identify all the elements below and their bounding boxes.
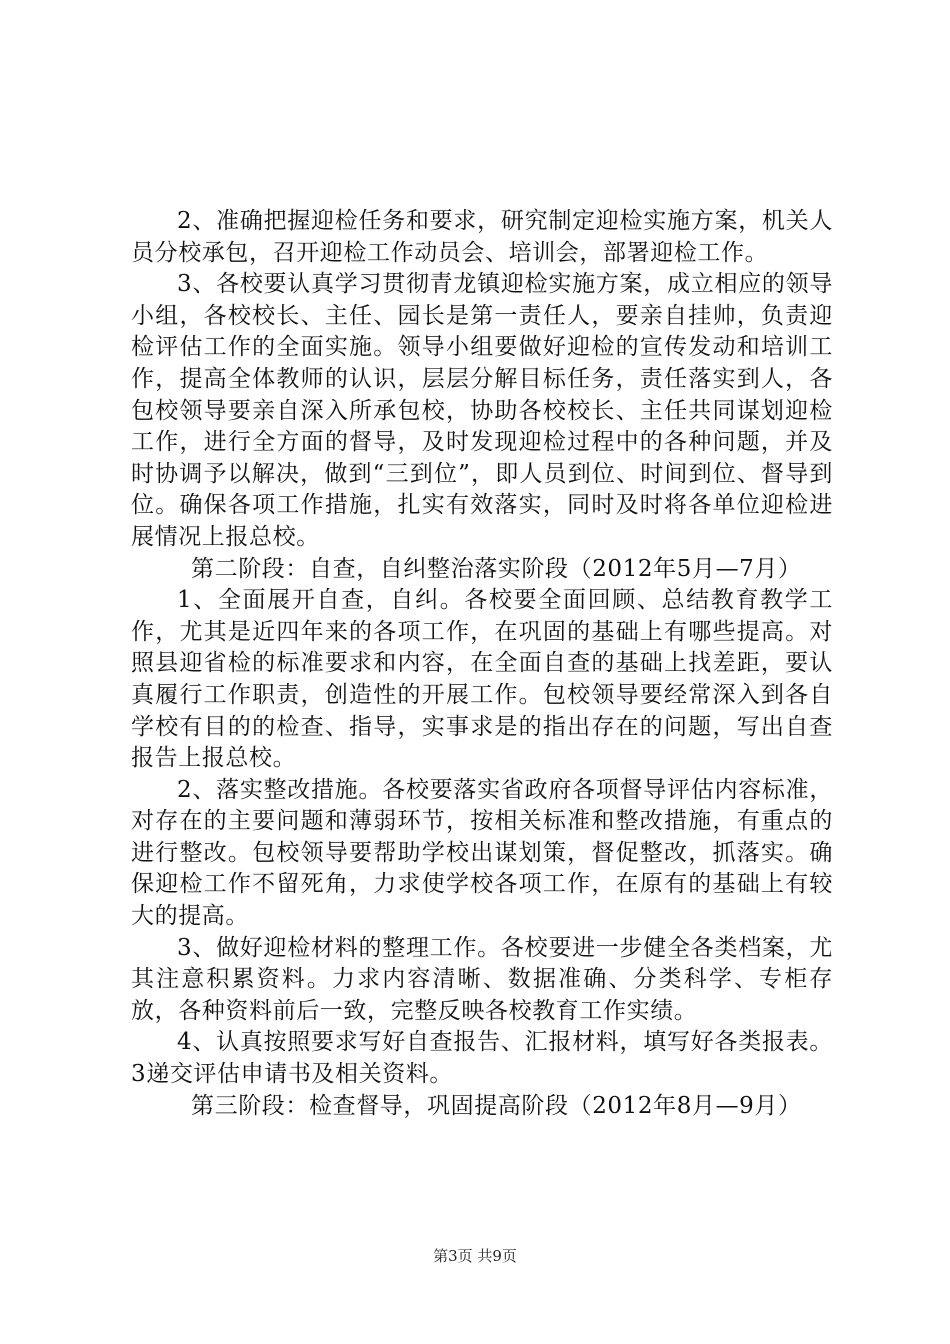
document-body [131,206,833,1122]
stage-two-heading: 第二阶段：自查，自纠整治落实阶段（2012年5月—7月） [191,555,802,582]
paragraph-reports: 4、认真按照要求写好自查报告、汇报材料，填写好各类报表。3递交评估申请书及相关资料。 [131,1029,833,1088]
stage-three-heading: 第三阶段：检查督导，巩固提高阶段（2012年8月—9月） [191,1092,802,1119]
paragraph-materials: 3、做好迎检材料的整理工作。各校要进一步健全各类档案，尤其注意积累资料。力求内容清晰、数据准确、分类科学、专柜存放，各种资料前后一致，完整反映各校教育工作实绩。 [131,934,833,1024]
paragraph-self-check: 1、全面展开自查，自纠。各校要全面回顾、总结教育教学工作，尤其是近四年来的各项工作，在巩固的基础上有哪些提高。对照县迎省检的标准要求和内容，在全面自查的基础上找差距，要认真履行工作职责，创造性的开展工作。包校领导要经常深入到各自学校有目的的检查、指导，实事求是的指出存在的问题，写出自查报告上报总校。 [131,587,833,772]
page-number-footer: 第3页 共9页 [433,1247,517,1265]
paragraph-rectification: 2、落实整改措施。各校要落实省政府各项督导评估内容标准，对存在的主要问题和薄弱环节，按相关标准和整改措施，有重点的进行整改。包校领导要帮助学校出谋划策，督促整改，抓落实。确保迎检工作不留死角，力求使学校各项工作，在原有的基础上有较大的提高。 [131,776,833,930]
paragraph-item-2: 2、准确把握迎检任务和要求，研究制定迎检实施方案，机关人员分校承包，召开迎检工作动员会、培训会，部署迎检工作。 [131,208,833,266]
paragraph-item-3: 3、各校要认真学习贯彻青龙镇迎检实施方案，成立相应的领导小组，各校校长、主任、园长是第一责任人，要亲自挂帅，负责迎检评估工作的全面实施。领导小组要做好迎检的宣传发动和培训工作，提高全体教师的认识，层层分解目标任务，责任落实到人，各包校领导要亲自深入所承包校，协助各校校长、主任共同谋划迎检工作，进行全方面的督导，及时发现迎检过程中的各种问题，并及时协调予以解决，做到“三到位”，即人员到位、时间到位、督导到位。确保各项工作措施，扎实有效落实，同时及时将各单位迎检进展情况上报总校。 [131,271,833,550]
